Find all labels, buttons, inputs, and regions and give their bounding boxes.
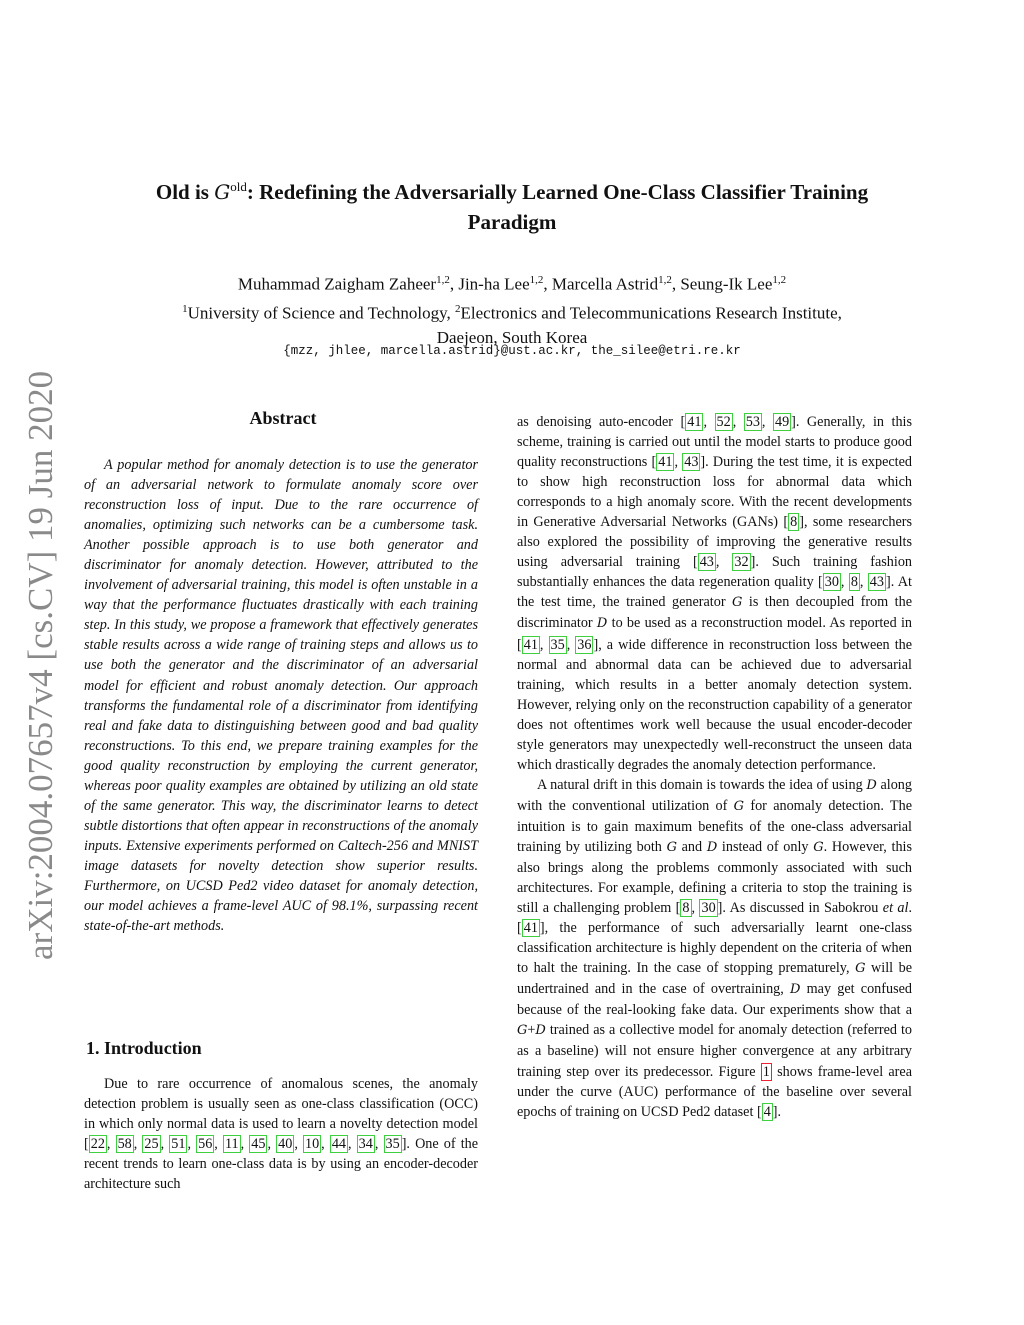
citation-link[interactable]: 40	[278, 1136, 293, 1153]
author-name: Jin-ha Lee	[458, 274, 530, 294]
citation-link[interactable]: 41	[523, 636, 538, 653]
generator-symbol: G	[813, 839, 824, 855]
citation-link[interactable]: 43	[699, 554, 714, 571]
affiliation-city: Daejeon, South Korea	[436, 328, 588, 348]
citation-link[interactable]: 8	[850, 574, 858, 591]
generator-symbol: G	[666, 839, 677, 855]
citation-link[interactable]: 43	[869, 574, 884, 591]
citation-link[interactable]: 4	[763, 1103, 771, 1120]
author-emails: {mzz, jhlee, marcella.astrid}@ust.ac.kr, the_silee@etri.re.kr	[283, 344, 741, 358]
citation-link[interactable]: 56	[198, 1136, 213, 1153]
citation-link[interactable]: 32	[734, 554, 749, 571]
author-block	[60, 268, 964, 350]
introduction-heading: 1. Introduction	[86, 1038, 202, 1058]
abstract-heading: Abstract	[249, 408, 317, 428]
citation-link[interactable]: 34	[358, 1136, 373, 1153]
author-affiliation-mark: 1,2	[658, 274, 672, 286]
citation-link[interactable]: 53	[745, 414, 760, 430]
generator-symbol: G	[855, 961, 866, 977]
citation-link[interactable]: 36	[577, 636, 592, 653]
author-name: Muhammad Zaigham Zaheer	[237, 274, 437, 294]
citation-link[interactable]: 43	[684, 454, 699, 471]
affiliations: $^1$University of Science and Technology, $^2$Electronics and Telecommunications Research Institute,	[182, 302, 842, 323]
figure-link[interactable]: 1	[762, 1063, 770, 1080]
citation-link[interactable]: 44	[331, 1136, 346, 1153]
discriminator-symbol: D	[706, 839, 718, 855]
citation-link[interactable]: 35	[385, 1136, 400, 1153]
discriminator-symbol: D	[866, 777, 877, 793]
citation-link[interactable]: 25	[144, 1136, 159, 1153]
right-paragraph-2: A natural drift in this domain is towards the idea of using D along with the conventional utilization of G for anomaly detection. The intuition is to gain maximum benefits of the one-class adversarial training by utilizing both G and D instead of only G. However, this also brings along the problems commonly associated with such architectures. For example, defining a criteria to stop the training is still a challenging problem [ 8 , 30 ]. As discussed in Sabokrou et al. [ 41 ], the performance of such adversarially learnt one-class classification architecture is highly dependent on the criteria of when to halt the training. In the case of stopping prematurely, G will be undertrained and in the case of overtraining, D may get confused because of the real-looking fake data. Our experiments show that a G+D trained as a collective model for anomaly detection (referred to as a baseline) will not ensure higher convergence at any arbitrary training step over its predecessor. Figure 1 shows frame-level area under the curve (AUC) performance of the baseline over several epochs of training on UCSD Ped2 dataset [ 4 ].	[517, 776, 913, 1120]
citation-link[interactable]: 8	[682, 900, 690, 917]
discriminator-symbol: D	[790, 982, 801, 998]
author-name: Seung-Ik Lee	[680, 274, 773, 294]
generator-symbol: G	[517, 1023, 528, 1039]
author-affiliation-mark: 1,2	[529, 274, 544, 286]
title-line2: Paradigm	[467, 210, 557, 234]
citation-link[interactable]: 41	[687, 414, 702, 430]
discriminator-symbol: D	[535, 1023, 546, 1039]
citation-link[interactable]: 45	[251, 1136, 266, 1153]
citation-link[interactable]: 30	[824, 574, 839, 591]
title-symbol: G	[214, 180, 231, 204]
citation-link[interactable]: 30	[701, 900, 716, 917]
citation-link[interactable]: 51	[171, 1136, 186, 1153]
paper-title	[60, 172, 964, 237]
citation-link[interactable]: 41	[523, 920, 538, 937]
citation-link[interactable]: 58	[117, 1136, 132, 1153]
introduction-paragraph: Due to rare occurrence of anomalous scenes, the anomaly detection problem is usually seen as one-class classification (OCC) in which only normal data is used to learn a novelty detection model [ 22 , 58 , 25 , 51 , 56 , 11 , 45 , 40 , 10 , 44 , 34 , 35 ]. One of the recent trends to learn one-class data is by using an encoder-decoder architecture such	[84, 1076, 479, 1193]
author-affiliation-mark: 1,2	[772, 274, 787, 286]
citation-link[interactable]: 11	[224, 1136, 239, 1153]
arxiv-identifier: arXiv:2004.07657v4 [cs.CV] 19 Jun 2020	[21, 370, 60, 960]
arxiv-side-stamp	[14, 355, 62, 965]
title-prefix: Old is	[155, 180, 215, 204]
citation-link[interactable]: 49	[774, 414, 790, 430]
discriminator-symbol: D	[596, 616, 608, 632]
citation-link[interactable]: 35	[550, 636, 565, 653]
title-line1-rest: : Redefining the Adversarially Learned One-Class Classifier Training	[246, 180, 869, 204]
citation-link[interactable]: 8	[790, 514, 798, 531]
generator-symbol: G	[733, 798, 745, 814]
citation-link[interactable]: 41	[658, 454, 673, 471]
author-name: Marcella Astrid	[551, 274, 659, 294]
citation-link[interactable]: 22	[90, 1136, 105, 1153]
author-affiliation-mark: 1,2	[436, 274, 450, 286]
citation-link[interactable]: 10	[304, 1136, 320, 1153]
right-column	[517, 412, 912, 1122]
italic-text: et al	[882, 900, 909, 917]
title-superscript: old	[230, 179, 247, 194]
right-paragraph-1: as denoising auto-encoder [ 41 , 52 , 53 , 49 ]. Generally, in this scheme, training is carried out until the model starts to produce good quality reconstructions [ 41 , 43 ]. During the test time, it is expected to show high reconstruction loss for abnormal data which corresponds to a high anomaly score. With the recent developments in Generative Adversarial Networks (GANs) [ 8 ], some researchers also explored the possibility of improving the generative results using adversarial training [ 43 , 32 ]. Such training fashion substantially enhances the data regeneration quality [ 30 , 8 , 43 ]. At the test time, the trained generator G is then decoupled from the discriminator D to be used as a reconstruction model. As reported in [ 41 , 35 , 36 ], a wide difference in reconstruction loss between the normal and abnormal data can be achieved due to adversarial training, which results in a better anomaly detection system. However, relying only on the reconstruction capability of a generator does not oftentimes work well because the usual encoder-decoder style generators may unexpectedly well-reconstruct the unseen data which drastically degrades the anomaly detection performance.	[517, 414, 913, 773]
generator-symbol: G	[732, 595, 743, 611]
abstract-text: A popular method for anomaly detection is to use the generator of an adversarial network to formulate anomaly score over reconstruction loss of input. Due to the rare occurrence of anomalies, optimizing such networks can be a cumbersome task. Another possible approach is to use both generator and discriminator for anomaly detection. However, attributed to the involvement of adversarial training, this model is often unstable in a way that the performance fluctuates drastically with each training step. In this study, we propose a framework that effectively generates stable results across a wide range of training steps and allows us to use both the generator and the discriminator of an adversarial model for efficient and robust anomaly detection. Our approach transforms the fundamental role of a discriminator from identifying real and fake data to distinguishing between good and bad quality reconstructions. To this end, we prepare training examples for the good quality reconstruction by employing the current generator, whereas poor quality examples are obtained by utilizing an old state of the same generator. This way, the discriminator learns to detect subtle distortions that often appear in reconstructions of the anomaly inputs. Extensive experiments performed on Caltech-256 and MNIST image datasets for novelty detection show superior results. Furthermore, on UCSD Ped2 video dataset for anomaly detection, our model achieves a frame-level AUC of 98.1%, surpassing recent state-of-the-art methods.	[84, 457, 478, 935]
citation-link[interactable]: 52	[716, 414, 731, 430]
author-names: Muhammad Zaigham Zaheer$^{1,2}$, Jin-ha Lee$^{1,2}$, Marcella Astrid$^{1,2}$, Seung-Ik Lee$^{1,2}$	[237, 274, 787, 294]
